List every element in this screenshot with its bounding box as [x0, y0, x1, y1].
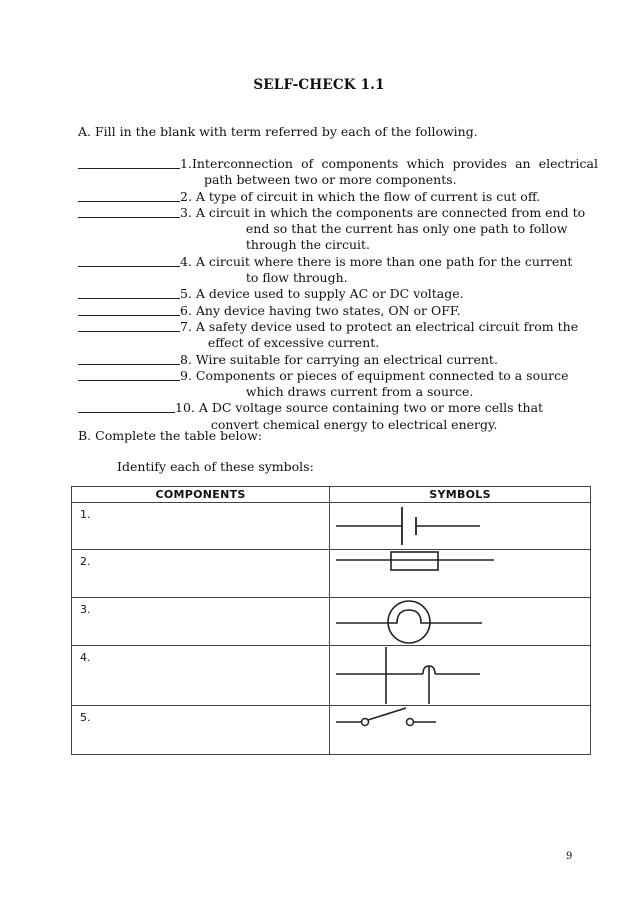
answer-blank[interactable]: [78, 254, 180, 267]
answer-blank[interactable]: [78, 189, 180, 202]
list-item: 1. Interconnection of components which provides an electrical path between two or more components.: [78, 156, 598, 189]
list-item: 9. Components or pieces of equipment connected to a source which draws current from a source.: [78, 368, 598, 401]
section-a-instruction: A. Fill in the blank with term referred by each of the following.: [78, 124, 478, 139]
list-item: 8. Wire suitable for carrying an electrical current.: [78, 352, 598, 368]
item-text: A circuit in which the components are connected from end to: [195, 204, 586, 220]
item-text: Components or pieces of equipment connected to a source: [195, 367, 569, 383]
wires-not-joined-symbol-icon: [330, 646, 588, 705]
table-row: [72, 706, 591, 755]
component-answer-cell[interactable]: 2.: [72, 550, 330, 598]
cell-symbol-icon: [330, 503, 588, 549]
item-text-cont: convert chemical energy to electrical energy.: [210, 416, 498, 432]
page-number: 9: [566, 851, 573, 862]
lamp-symbol-icon: [330, 598, 588, 645]
component-answer-cell[interactable]: 4.: [72, 646, 330, 706]
table-row: [72, 598, 591, 646]
answer-blank[interactable]: [78, 319, 180, 332]
list-item: 4. A circuit where there is more than one path for the current to flow through.: [78, 254, 598, 287]
answer-blank[interactable]: [78, 352, 180, 365]
table-row: [72, 503, 591, 550]
table-row: [72, 550, 591, 598]
answer-blank[interactable]: [78, 205, 180, 218]
item-text: A circuit where there is more than one path for the current: [195, 253, 573, 269]
item-text-cont: path between two or more components.: [203, 172, 457, 188]
item-text-cont: through the circuit.: [245, 237, 371, 253]
component-answer-cell[interactable]: 5.: [72, 706, 330, 755]
list-item: 7. A safety device used to protect an electrical circuit from the effect of excessive current.: [78, 319, 598, 352]
table-row: [72, 646, 591, 706]
section-b-instruction: B. Complete the table below:: [78, 428, 262, 443]
fuse-symbol-icon: [330, 550, 588, 597]
symbols-header: SYMBOLS: [330, 487, 591, 503]
list-item: 2. A type of circuit in which the flow of current is cut off.: [78, 189, 598, 205]
switch-symbol-icon: [330, 706, 588, 754]
table-header-row: [72, 487, 591, 503]
item-text: Wire suitable for carrying an electrical current.: [195, 351, 498, 367]
item-text: A safety device used to protect an electrical circuit from the: [195, 318, 579, 334]
item-text: A type of circuit in which the flow of current is cut off.: [195, 188, 541, 204]
item-text: Any device having two states, ON or OFF.: [195, 302, 461, 318]
item-text-cont: which draws current from a source.: [245, 384, 474, 400]
component-answer-cell[interactable]: 1.: [72, 503, 330, 550]
components-header: COMPONENTS: [72, 487, 330, 503]
item-text-cont: end so that the current has only one path to follow: [245, 221, 568, 237]
item-text-cont: to flow through.: [245, 270, 348, 286]
list-item: 3. A circuit in which the components are connected from end to end so that the current has only one path to follow through the circuit.: [78, 205, 598, 254]
identify-instruction: Identify each of these symbols:: [117, 459, 314, 474]
answer-blank[interactable]: [78, 303, 180, 316]
list-item: 10. A DC voltage source containing two or more cells that convert chemical energy to electrical energy.: [78, 400, 598, 433]
item-text: A device used to supply AC or DC voltage.: [195, 286, 464, 302]
fill-in-items: [78, 156, 598, 433]
symbols-table: [71, 486, 591, 755]
list-item: 6. Any device having two states, ON or OFF.: [78, 303, 598, 319]
answer-blank[interactable]: [78, 368, 180, 381]
item-text: A DC voltage source containing two or more cells that: [198, 400, 544, 416]
page-title: SELF-CHECK 1.1: [253, 77, 385, 93]
item-text: Interconnection of components which provides an electrical: [191, 156, 598, 171]
item-text-cont: effect of excessive current.: [207, 335, 380, 351]
answer-blank[interactable]: [78, 156, 180, 169]
list-item: 5. A device used to supply AC or DC voltage.: [78, 286, 598, 302]
answer-blank[interactable]: [78, 286, 180, 299]
answer-blank[interactable]: [78, 400, 175, 413]
component-answer-cell[interactable]: 3.: [72, 598, 330, 646]
